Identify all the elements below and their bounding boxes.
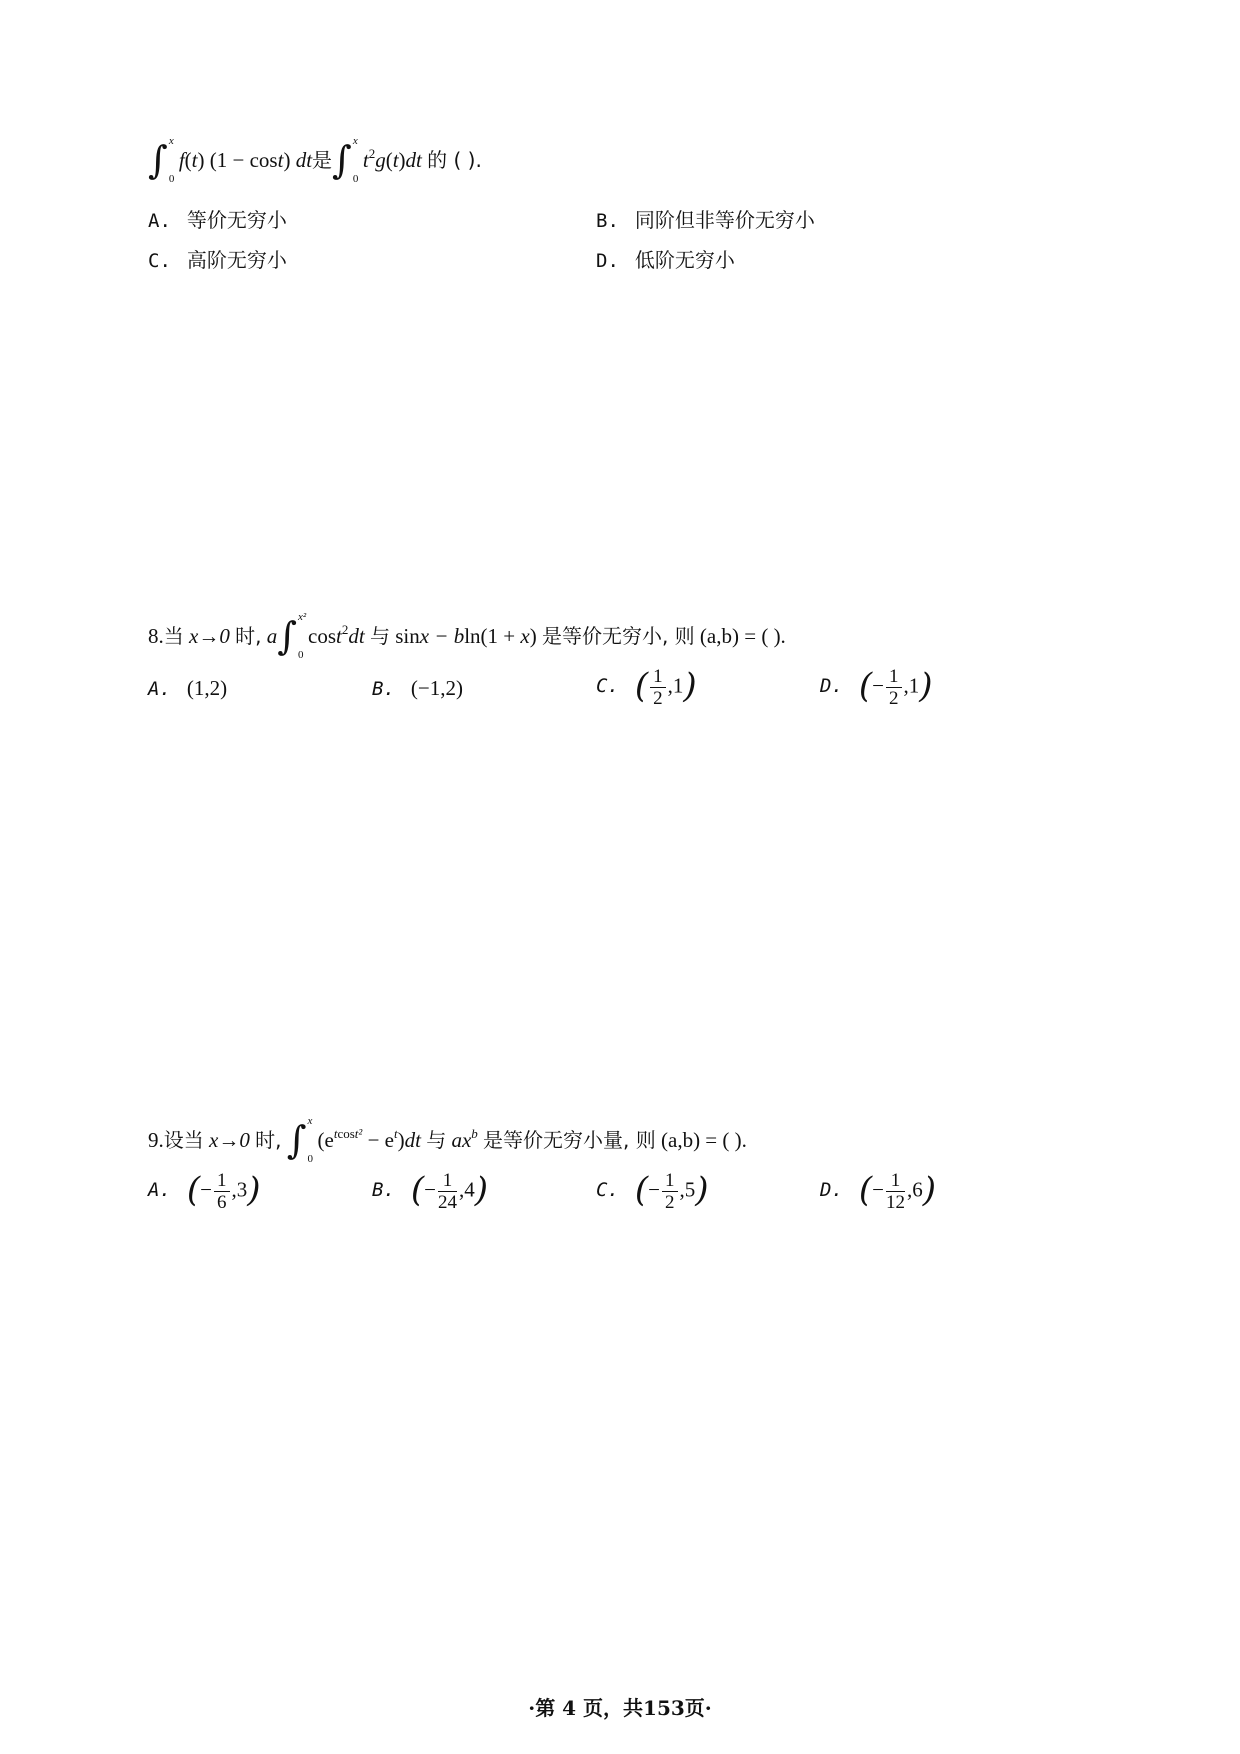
q9-number: 9. [148,1128,164,1152]
q7-option-c: C. 高阶无穷小 [148,248,287,272]
q8-number: 8. [148,624,164,648]
q8-option-b: B. (−1,2) [372,676,463,700]
q9-option-a: A. (− $\frac{1}{6}$ ,3) [148,1169,261,1213]
q8-option-c: C. ( $\frac{1}{2}$ ,1) [596,665,697,709]
q7-stem-tail: 的 ( ). [427,148,482,172]
q8-stem: 8.当 x→0 时, a∫ x² 0 cost$^2$dt 与 sinx − bln(1 + x) 是等价无穷小, 则 (a,b) = ( ). [148,611,786,661]
q8-option-a: A. (1,2) [148,676,228,700]
q9-option-b: B. (− $\frac{1}{24}$ ,4) [372,1169,489,1213]
fraction: $\frac{1}{24}$ [438,1170,457,1213]
q7-option-d: D. 低阶无穷小 [596,248,735,272]
q9-option-d: D. (− $\frac{1}{12}$ ,6) [820,1169,937,1213]
page-footer: ·第 4 页，共153页· [528,1696,712,1720]
q7-stem-is: 是 [312,148,333,172]
fraction: $\frac{1}{6}$ [214,1170,230,1213]
q7-stem: ∫ x 0 f(t) (1 − cost) dt是∫ x 0 $t^2g(t)dt$ 的 ( ). [148,135,482,185]
fraction: $\frac{1}{2}$ [662,1170,678,1213]
fraction: $\frac{1}{2}$ [886,666,902,709]
q9-option-c: C. (− $\frac{1}{2}$ ,5) [596,1169,709,1213]
q9-stem: 9.设当 x→0 时, ∫ x 0 $(e^{tcost^2} - e^t)dt$ 与 $ax^b$ 是等价无穷小量, 则 (a,b) = ( ). [148,1115,747,1165]
fraction: $\frac{1}{12}$ [886,1170,905,1213]
q7-option-a: A. 等价无穷小 [148,208,287,232]
q7-option-b: B. 同阶但非等价无穷小 [596,208,815,232]
q8-option-d: D. (− $\frac{1}{2}$ ,1) [820,665,933,709]
fraction: $\frac{1}{2}$ [650,666,666,709]
